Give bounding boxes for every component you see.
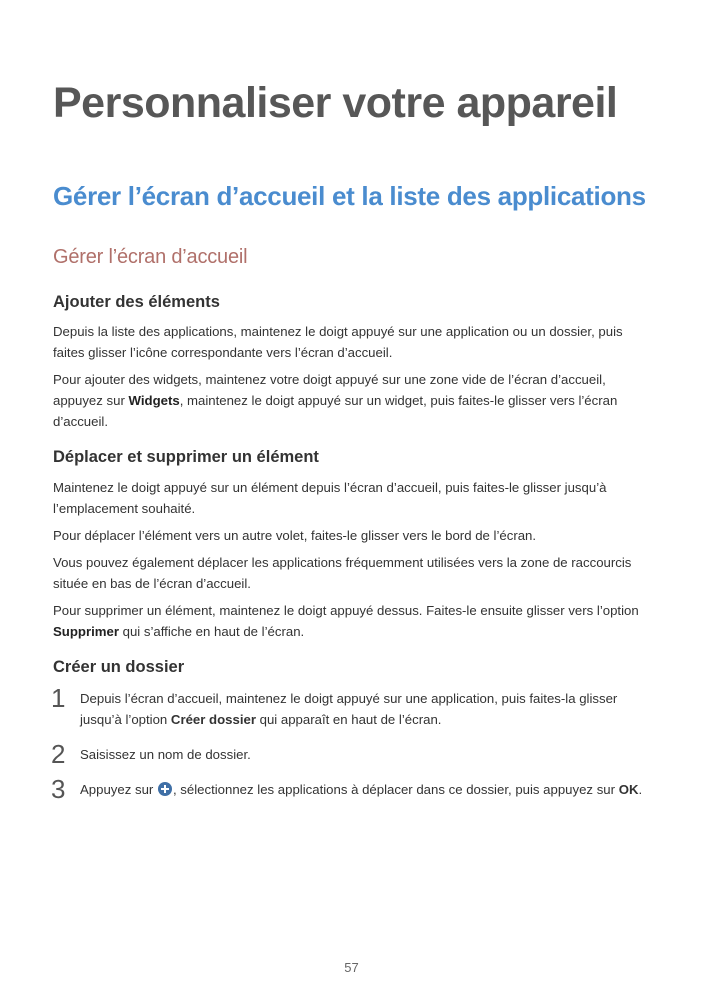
text-fragment: , sélectionnez les applications à déplacer dans ce dossier, puis appuyez sur [172,782,619,798]
step-text [80,688,653,730]
creer-dossier-term: Créer dossier [170,712,256,728]
step-item [51,683,653,730]
text-fragment: , maintenez le doigt appuyé sur un widget, puis faites-le glisser vers l’écran d’accueil. [53,393,618,430]
step-text [80,779,653,800]
text-fragment: qui s’affiche en haut de l’écran. [118,623,305,639]
step-item [51,774,653,805]
create-folder-block [51,657,653,805]
move-delete-block [53,447,653,641]
page-number: 57 [344,960,359,975]
move-delete-paragraph-1: Maintenez le doigt appuyé sur un élément depuis l’écran d’accueil, puis faites-le glisser jusqu’à l’emplacement souhaité. [53,479,607,516]
add-elements-paragraph-1: Depuis la liste des applications, maintenez le doigt appuyé sur une application ou un dossier, puis faites glisser l’icône correspondante vers l’écran d’accueil. [53,324,623,361]
move-delete-paragraph-2: Pour déplacer l’élément vers un autre volet, faites-le glisser vers le bord de l’écran. [53,527,537,543]
text-fragment: Depuis l’écran d’accueil, maintenez le doigt appuyé sur une application, puis faites-la glisser jusqu’à l’option [80,691,618,728]
section-title: Gérer l’écran d’accueil et la liste des applications [53,181,646,211]
add-elements-paragraph-2 [53,369,653,432]
text-fragment: . [638,782,643,798]
step-item [51,739,653,770]
ok-term: OK [618,782,639,798]
create-folder-heading: Créer un dossier [53,657,185,676]
step-number: 3 [51,774,66,805]
widgets-term: Widgets [128,393,180,409]
main-content [53,292,653,815]
step-number: 1 [51,683,66,714]
text-fragment: qui apparaît en haut de l’écran. [255,712,442,728]
supprimer-term: Supprimer [53,623,119,639]
move-delete-heading: Déplacer et supprimer un élément [53,448,319,467]
steps-list [51,683,653,805]
move-delete-paragraph-3: Vous pouvez également déplacer les applications fréquemment utilisées vers la zone de raccourcis située en bas de l’écran d’accueil. [53,554,632,591]
text-fragment: Pour supprimer un élément, maintenez le doigt appuyé dessus. Faites-le ensuite glisser vers l’option [53,602,639,618]
text-fragment: Appuyez sur [80,782,157,798]
move-delete-paragraph-4 [53,600,653,642]
add-elements-block [53,292,653,432]
subsection-title: Gérer l’écran d’accueil [53,246,248,268]
text-fragment: Pour ajouter des widgets, maintenez votre doigt appuyé sur une zone vide de l’écran d’accueil, appuyez sur [53,372,606,409]
add-elements-heading: Ajouter des éléments [53,293,220,311]
plus-circle-icon [158,782,172,796]
step-text: Saisissez un nom de dossier. [80,747,251,763]
step-number: 2 [51,739,66,770]
chapter-title: Personnaliser votre appareil [53,79,618,127]
